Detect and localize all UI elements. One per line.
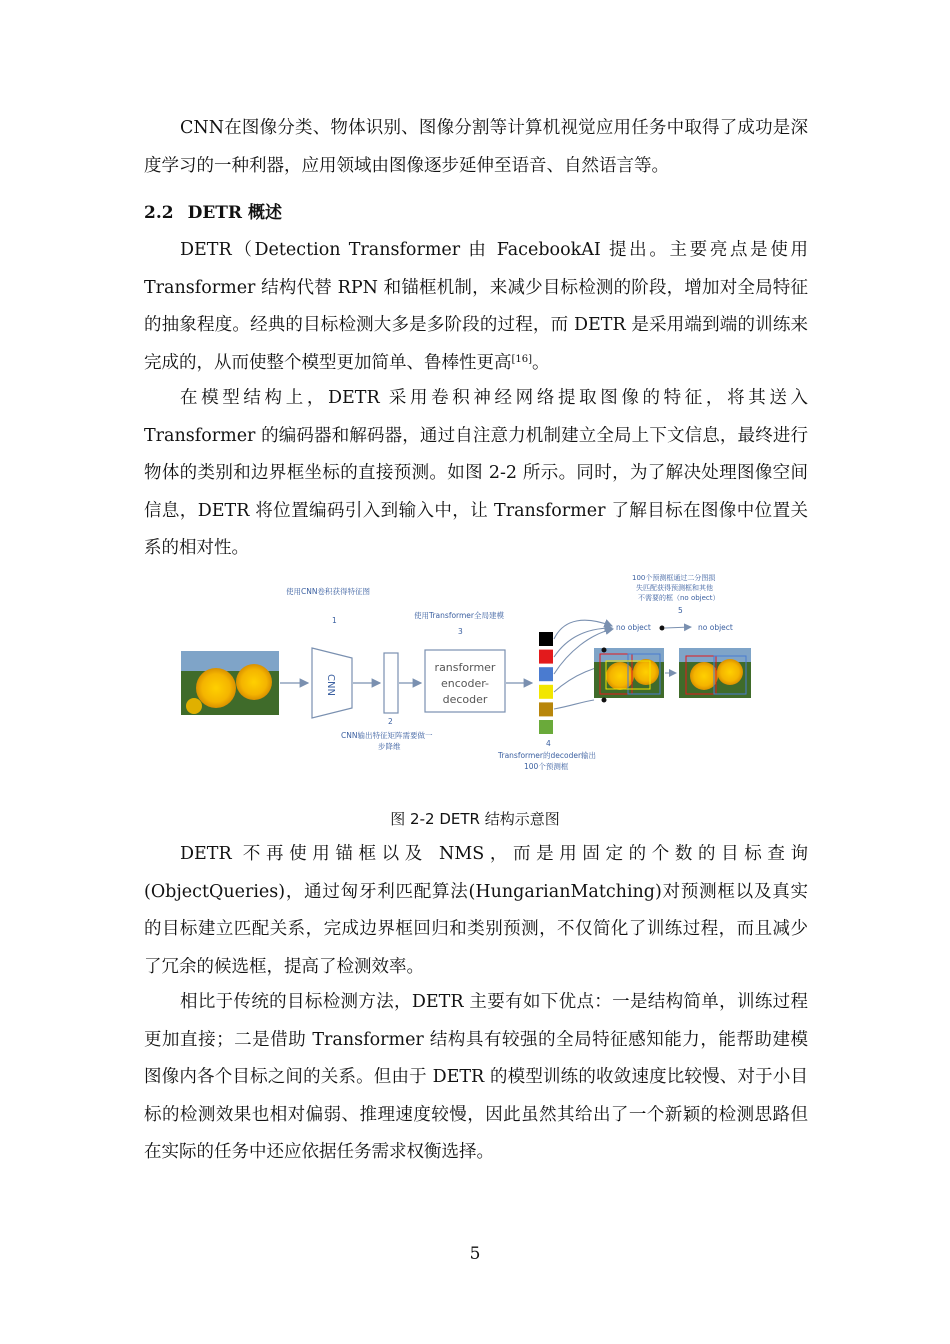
prediction-query-box <box>539 685 553 699</box>
citation-16[interactable]: [16] <box>511 353 533 365</box>
arrow-query-black <box>554 620 612 639</box>
step4-number: 4 <box>546 739 551 748</box>
transformer-label-line2: encoder- <box>440 677 490 690</box>
no-object-dot-1 <box>660 626 665 631</box>
paragraph-model-structure: 在模型结构上，DETR 采用卷积神经网络提取图像的特征，将其送入 Transformer 的编码器和解码器，通过自注意力机制建立全局上下文信息，最终进行物体的类别和边界框坐标的直接预测。如图 2-2 所示。同时，为了解决处理图像空间信息，DETR 将位置编码引入到输入中，让 Transformer 了解目标在图像中位置关系的相对性。 <box>144 388 808 558</box>
input-image <box>181 651 279 715</box>
step2-number: 2 <box>388 717 393 726</box>
section-number: 2.2 <box>144 203 174 223</box>
step5-number: 5 <box>678 606 683 615</box>
arrow-query-gold <box>554 700 594 709</box>
prediction-query-box <box>539 702 553 716</box>
section-title: DETR 概述 <box>187 203 282 223</box>
step3-number: 3 <box>458 627 463 636</box>
figure-caption: 图 2-2 DETR 结构示意图 <box>390 810 560 828</box>
step2-label-line2: 步降维 <box>378 742 401 751</box>
paragraph-advantages: 相比于传统的目标检测方法，DETR 主要有如下优点：一是结构简单，训练过程更加直接；二是借助 Transformer 结构具有较强的全局特征感知能力，能帮助建模图像内各个目标之间的关系。但由于 DETR 的模型训练的收敛速度比较慢、对于小目标的检测效果也相对偏弱、推理速度较慢，因此虽然其给出了一个新颖的检测思路但在实际的任务中还应依据任务需求权衡选择。 <box>144 992 808 1162</box>
step1-number: 1 <box>332 616 337 625</box>
paragraph-detr-intro-end: 。 <box>532 352 550 373</box>
feature-matrix-block <box>384 653 398 713</box>
step3-label: 使用Transformer全局建模 <box>414 611 505 620</box>
prediction-query-box <box>539 720 553 734</box>
step5-label-line1: 100个预测框通过二分图损 <box>632 574 716 582</box>
paragraph-detr-intro <box>144 232 808 382</box>
no-object-label-1: no object <box>616 623 651 632</box>
prediction-image-1 <box>594 648 664 703</box>
paragraph-object-queries: DETR 不再使用锚框以及 NMS，而是用固定的个数的目标查询(ObjectQueries)，通过匈牙利匹配算法(HungarianMatching)对预测框以及真实的目标建立匹配关系，完成边界框回归和类别预测，不仅简化了训练过程，而且减少了冗余的候选框，提高了检测效率。 <box>144 844 808 977</box>
detr-architecture-figure <box>176 566 776 786</box>
cnn-label: CNN <box>325 674 336 696</box>
step5-label-line2: 失匹配获得预测框和其他 <box>636 584 713 592</box>
prediction-queries <box>539 632 553 734</box>
prediction-image-2 <box>679 648 751 698</box>
paragraph-cnn-intro: CNN在图像分类、物体识别、图像分割等计算机视觉应用任务中取得了成功是深度学习的一种利器，应用领域由图像逐步延伸至语音、自然语言等。 <box>144 118 808 176</box>
section-heading <box>144 198 282 223</box>
step1-label: 使用CNN卷积获得特征图 <box>286 587 370 596</box>
step5-label-line3: 不需要的框（no object） <box>638 594 720 602</box>
transformer-label-line1: ransformer <box>434 661 496 674</box>
page-number: 5 <box>469 1244 481 1264</box>
step4-label-line1: Transformer的decoder输出 <box>498 751 597 760</box>
prediction-query-box <box>539 650 553 664</box>
prediction-query-box <box>539 632 553 646</box>
arrow-no-object <box>665 627 691 628</box>
step2-label-line1: CNN输出特征矩阵需要做一 <box>341 731 433 740</box>
step4-label-line2: 100个预测框 <box>524 762 569 771</box>
paragraph-detr-intro-text: DETR（Detection Transformer 由 FacebookAI 提出。主要亮点是使用 Transformer 结构代替 RPN 和锚框机制，来减少目标检测的阶段，增加对全局特征的抽象程度。经典的目标检测大多是多阶段的过程，而 DETR 是采用端到端的训练来完成的，从而使整个模型更加简单、鲁棒性更高 <box>144 240 808 373</box>
prediction-query-box <box>539 667 553 681</box>
no-object-label-2: no object <box>698 623 733 632</box>
transformer-label-line3: decoder <box>442 693 488 706</box>
